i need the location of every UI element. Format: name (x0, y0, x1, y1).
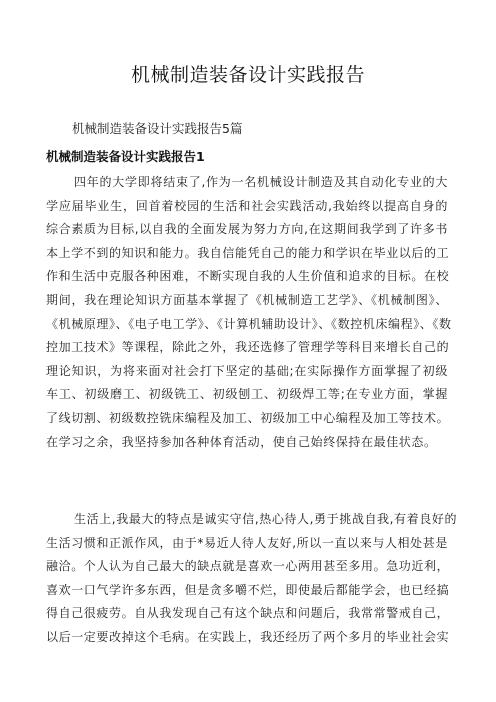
paragraph-line: 学应届毕业生，回首着校园的生活和社会实践活动,我始终以提高自身的 (46, 198, 448, 213)
paragraph-line: 喜欢一口气学许多东西，但是贪多嚼不烂，即使最后都能学会，也已经搞 (46, 582, 450, 597)
paragraph-line: 得自己很疲劳。自从我发现自己有这个缺点和问题后，我常常警戒自己， (46, 606, 450, 621)
paragraph-line: 综合素质为目标,以自我的全面发展为努力方向,在这期间我学到了许多书 (46, 222, 448, 237)
paragraph-line: 车工、初级磨工、初级铣工、初级刨工、初级焊工等;在专业方面，掌握 (46, 387, 448, 402)
paragraph-line: 期间，我在理论知识方面基本掌握了《机械制造工艺学》、《机械制图》、 (46, 292, 448, 307)
document-title: 机械制造装备设计实践报告 (130, 64, 365, 86)
paragraph-line: 以后一定要改掉这个毛病。在实践上，我还经历了两个多月的毕业社会实 (46, 629, 450, 644)
document-subtitle: 机械制造装备设计实践报告5篇 (72, 121, 243, 136)
paragraph-line: 了线切割、初级数控铣床编程及加工、初级加工中心编程及加工等技术。 (46, 410, 450, 425)
paragraph-line: 《机械原理》、《电子电工学》、《计算机辅助设计》、《数控机床编程》、《数 (46, 316, 452, 331)
paragraph-line: 生活上,我最大的特点是诚实守信,热心待人,勇于挑战自我,有着良好的 (74, 512, 458, 526)
paragraph-line: 生活习惯和正派作风，由于*易近人待人友好,所以一直以来与人相处甚是 (46, 535, 448, 550)
paragraph-line: 控加工技术》等课程，除此之外，我还选修了管理学等科目来增长自己的 (46, 340, 450, 355)
paragraph-line: 理论知识，为将来面对社会打下坚定的基础;在实际操作方面掌握了初级 (46, 363, 448, 378)
paragraph-line: 在学习之余，我坚持参加各种体育活动，使自己始终保持在最佳状态。 (46, 434, 437, 449)
paragraph-2 (46, 508, 458, 650)
paragraph-1 (46, 171, 452, 454)
paragraph-line: 本上学不到的知识和能力。我自信能凭自己的能力和学识在毕业以后的工 (46, 245, 450, 260)
paragraph-line: 融洽。个人认为自己最大的缺点就是喜欢一心两用甚至多用。急功近利， (46, 559, 450, 574)
paragraph-line: 四年的大学即将结束了,作为一名机械设计制造及其自动化专业的大 (74, 175, 448, 189)
paragraph-line: 作和生活中克服各种困难，不断实现自我的人生价值和追求的目标。在校 (46, 269, 450, 284)
section-heading: 机械制造装备设计实践报告1 (46, 149, 205, 164)
